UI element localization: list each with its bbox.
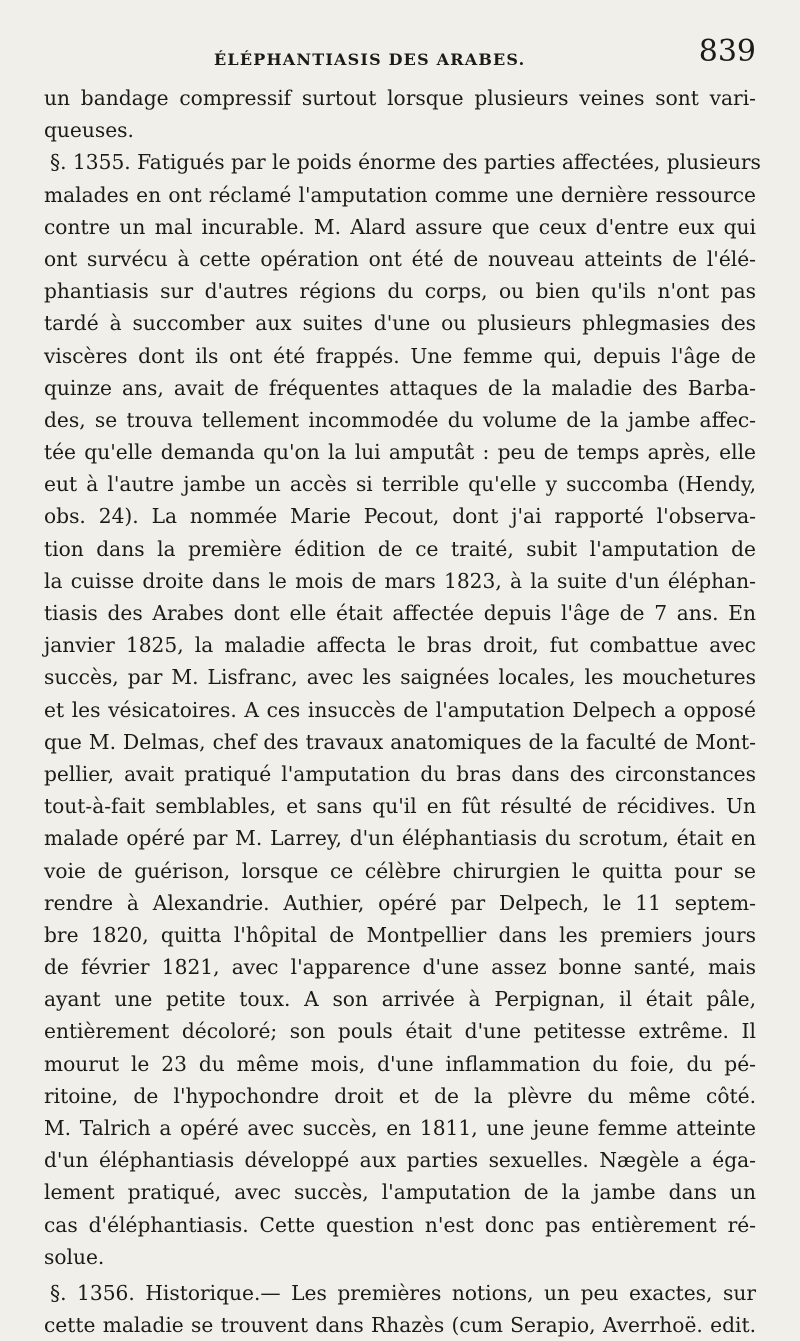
text-line: phantiasis sur d'autres régions du corps, ou bien qu'ils n'ont pas bbox=[44, 279, 756, 304]
text-line: ayant une petite toux. A son arrivée à Perpignan, il était pâle, bbox=[44, 987, 756, 1012]
text-line: mourut le 23 du même mois, d'une inflammation du foie, du pé- bbox=[44, 1051, 756, 1076]
page-number: 839 bbox=[698, 34, 756, 69]
text-line: malade opéré par M. Larrey, d'un éléphantiasis du scrotum, était en bbox=[44, 826, 756, 851]
text-line: quinze ans, avait de fréquentes attaques de la maladie des Barba- bbox=[44, 375, 756, 400]
text-line: malades en ont réclamé l'amputation comme une dernière ressource bbox=[44, 182, 756, 207]
text-line: cette maladie se trouvent dans Rhazès (cum Serapio, Averrhoë. edit. bbox=[44, 1313, 756, 1338]
body-text bbox=[44, 82, 761, 1341]
text-line: obs. 24). La nommée Marie Pecout, dont j'ai rapporté l'observa- bbox=[44, 504, 756, 529]
section-1356-heading-line: §. 1356. Historique.— Les premières notions, un peu exactes, sur bbox=[50, 1280, 756, 1305]
text-line: tiasis des Arabes dont elle était affectée depuis l'âge de 7 ans. En bbox=[44, 601, 756, 625]
text-line: M. Talrich a opéré avec succès, en 1811, une jeune femme atteinte bbox=[44, 1116, 756, 1140]
text-line: solue. bbox=[44, 1244, 105, 1269]
text-line: bre 1820, quitta l'hôpital de Montpellier dans les premiers jours bbox=[44, 922, 756, 947]
text-line: voie de guérison, lorsque ce célèbre chirurgien le quitta pour se bbox=[44, 858, 756, 883]
text-line: des, se trouva tellement incommodée du volume de la jambe affec- bbox=[44, 407, 756, 432]
text-line: ritoine, de l'hypochondre droit et de la plèvre du même côté. bbox=[44, 1083, 756, 1108]
text-line: d'un éléphantiasis développé aux parties sexuelles. Nægèle a éga- bbox=[44, 1148, 756, 1173]
text-line: eut à l'autre jambe un accès si terrible qu'elle y succomba (Hendy, bbox=[44, 472, 756, 497]
page-header bbox=[44, 34, 756, 82]
text-line: tée qu'elle demanda qu'on la lui amputât : peu de temps après, elle bbox=[44, 440, 756, 465]
text-line: et les vésicatoires. A ces insuccès de l'amputation Delpech a opposé bbox=[44, 697, 756, 722]
text-line: de février 1821, avec l'apparence d'une assez bonne santé, mais bbox=[44, 955, 756, 980]
text-line: succès, par M. Lisfranc, avec les saignées locales, les mouchetures bbox=[44, 665, 756, 690]
text-line: tardé à succomber aux suites d'une ou plusieurs phlegmasies des bbox=[44, 311, 756, 336]
text-line: cas d'éléphantiasis. Cette question n'est donc pas entièrement ré- bbox=[44, 1212, 756, 1237]
text-line: janvier 1825, la maladie affecta le bras droit, fut combattue avec bbox=[44, 633, 756, 658]
text-line: ont survécu à cette opération ont été de nouveau atteints de l'élé- bbox=[44, 246, 756, 271]
text-line: la cuisse droite dans le mois de mars 1823, à la suite d'un éléphan- bbox=[44, 568, 756, 593]
text-line: tion dans la première édition de ce traité, subit l'amputation de bbox=[44, 536, 756, 561]
text-line: un bandage compressif surtout lorsque plusieurs veines sont vari- bbox=[44, 86, 756, 110]
text-line: pellier, avait pratiqué l'amputation du bras dans des circonstances bbox=[44, 761, 756, 786]
text-line: viscères dont ils ont été frappés. Une femme qui, depuis l'âge de bbox=[44, 343, 756, 368]
text-line: que M. Delmas, chef des travaux anatomiques de la faculté de Mont- bbox=[44, 729, 756, 754]
text-line: rendre à Alexandrie. Authier, opéré par Delpech, le 11 septem- bbox=[44, 890, 756, 915]
text-line: lement pratiqué, avec succès, l'amputation de la jambe dans un bbox=[44, 1180, 756, 1205]
text-line: entièrement décoloré; son pouls était d'une petitesse extrême. Il bbox=[44, 1019, 756, 1044]
text-line: queuses. bbox=[44, 118, 134, 143]
text-line: tout-à-fait semblables, et sans qu'il en fût résulté de récidives. Un bbox=[44, 794, 756, 819]
section-1355-heading-line: §. 1355. Fatigués par le poids énorme des parties affectées, plusieurs bbox=[50, 150, 761, 175]
running-title: ÉLÉPHANTIASIS DES ARABES. bbox=[214, 50, 526, 69]
text-line: contre un mal incurable. M. Alard assure que ceux d'entre eux qui bbox=[44, 214, 756, 239]
